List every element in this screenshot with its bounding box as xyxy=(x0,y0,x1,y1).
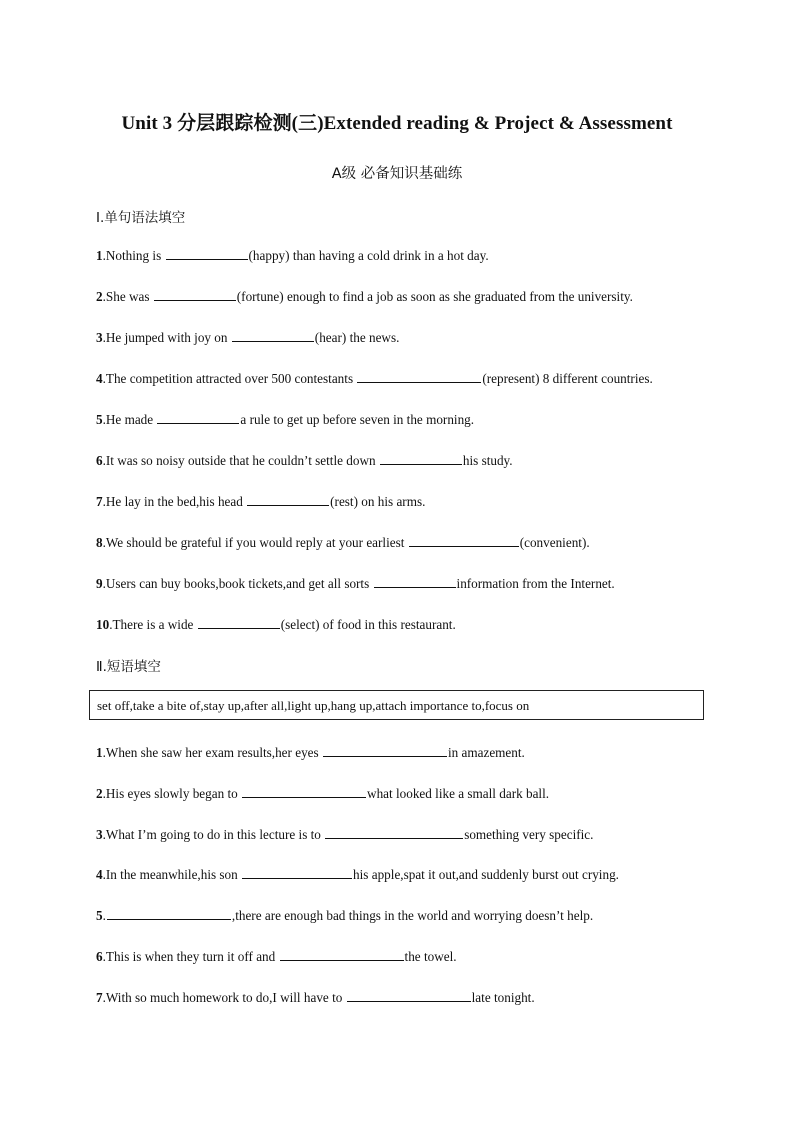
answer-blank[interactable] xyxy=(157,409,239,424)
question-number: 2 xyxy=(96,786,103,801)
question-10 xyxy=(96,614,456,633)
phrase-question-5 xyxy=(96,905,593,924)
page-title: Unit 3 分层跟踪检测(三)Extended reading & Project & Assessment xyxy=(121,113,673,134)
answer-blank[interactable] xyxy=(242,783,366,798)
question-text-before: .He lay in the bed,his head xyxy=(102,494,247,509)
answer-blank[interactable] xyxy=(380,450,462,465)
question-number: 2 xyxy=(96,289,103,304)
answer-blank[interactable] xyxy=(280,946,404,961)
question-text-after: his apple,spat it out,and suddenly burst out crying. xyxy=(353,867,619,882)
question-8 xyxy=(96,532,590,551)
answer-blank[interactable] xyxy=(323,742,447,757)
question-number: 5 xyxy=(96,412,103,427)
question-number: 9 xyxy=(96,576,103,591)
question-text-after: (represent) 8 different countries. xyxy=(482,371,653,386)
section-heading-grammar: Ⅰ.单句语法填空 xyxy=(96,210,186,226)
question-3 xyxy=(96,327,399,346)
answer-blank[interactable] xyxy=(357,368,481,383)
question-text-before: .His eyes slowly began to xyxy=(102,786,242,801)
question-text-before: .When she saw her exam results,her eyes xyxy=(102,745,322,760)
question-text-after: the towel. xyxy=(404,949,457,964)
answer-blank[interactable] xyxy=(325,824,463,839)
question-number: 8 xyxy=(96,535,103,550)
question-4 xyxy=(96,368,653,387)
question-6 xyxy=(96,450,513,469)
question-number: 1 xyxy=(96,248,103,263)
question-text-before: .She was xyxy=(102,289,153,304)
question-text-after: (convenient). xyxy=(519,535,590,550)
question-text-after: (hear) the news. xyxy=(314,330,400,345)
phrase-question-6 xyxy=(96,946,457,965)
question-text-after: (happy) than having a cold drink in a hot day. xyxy=(248,248,489,263)
question-text-before: .The competition attracted over 500 contestants xyxy=(102,371,357,386)
question-number: 7 xyxy=(96,990,103,1005)
question-text-before: .We should be grateful if you would reply at your earliest xyxy=(102,535,408,550)
question-text-before: .It was so noisy outside that he couldn’t settle down xyxy=(102,453,379,468)
question-text-after: ,there are enough bad things in the world and worrying doesn’t help. xyxy=(231,908,594,923)
level-subtitle: A级 必备知识基础练 xyxy=(331,166,463,182)
question-text-after: something very specific. xyxy=(464,827,594,842)
question-9 xyxy=(96,573,615,592)
question-number: 4 xyxy=(96,867,103,882)
question-1 xyxy=(96,245,489,264)
question-7 xyxy=(96,491,425,510)
question-text-after: (select) of food in this restaurant. xyxy=(280,617,456,632)
answer-blank[interactable] xyxy=(247,491,329,506)
phrase-question-3 xyxy=(96,824,593,843)
answer-blank[interactable] xyxy=(409,532,519,547)
question-number: 5 xyxy=(96,908,103,923)
question-text-after: a rule to get up before seven in the morning. xyxy=(240,412,475,427)
section-heading-phrases: Ⅱ.短语填空 xyxy=(96,659,161,675)
answer-blank[interactable] xyxy=(198,614,280,629)
question-number: 7 xyxy=(96,494,103,509)
question-number: 1 xyxy=(96,745,103,760)
answer-blank[interactable] xyxy=(374,573,456,588)
question-number: 3 xyxy=(96,827,103,842)
question-text-after: information from the Internet. xyxy=(456,576,615,591)
question-number: 10 xyxy=(96,617,110,632)
question-number: 6 xyxy=(96,453,103,468)
question-text-before: .What I’m going to do in this lecture is to xyxy=(102,827,325,842)
answer-blank[interactable] xyxy=(107,905,231,920)
question-text-before: . xyxy=(102,908,106,923)
question-number: 6 xyxy=(96,949,103,964)
answer-blank[interactable] xyxy=(232,327,314,342)
answer-blank[interactable] xyxy=(347,987,471,1002)
question-text-after: in amazement. xyxy=(447,745,525,760)
question-text-before: .Nothing is xyxy=(102,248,165,263)
question-text-after: his study. xyxy=(462,453,513,468)
question-text-before: .In the meanwhile,his son xyxy=(102,867,242,882)
question-text-after: late tonight. xyxy=(471,990,535,1005)
question-text-after: (rest) on his arms. xyxy=(330,494,426,509)
question-text-before: .This is when they turn it off and xyxy=(102,949,279,964)
phrase-word-box: set off,take a bite of,stay up,after all,light up,hang up,attach importance to,focus on xyxy=(89,690,704,720)
question-text-before: .With so much homework to do,I will have to xyxy=(102,990,346,1005)
answer-blank[interactable] xyxy=(242,864,352,879)
answer-blank[interactable] xyxy=(166,245,248,260)
question-number: 4 xyxy=(96,371,103,386)
phrase-question-2 xyxy=(96,783,549,802)
question-text-before: .Users can buy books,book tickets,and get all sorts xyxy=(102,576,373,591)
phrase-question-7 xyxy=(96,987,535,1006)
answer-blank[interactable] xyxy=(154,286,236,301)
phrase-question-1 xyxy=(96,742,525,761)
question-text-after: what looked like a small dark ball. xyxy=(367,786,550,801)
question-text-before: .He jumped with joy on xyxy=(102,330,231,345)
question-text-before: .He made xyxy=(102,412,157,427)
phrase-question-4 xyxy=(96,864,619,883)
question-5 xyxy=(96,409,474,428)
question-number: 3 xyxy=(96,330,103,345)
question-text-after: (fortune) enough to find a job as soon as she graduated from the university. xyxy=(236,289,633,304)
question-text-before: .There is a wide xyxy=(109,617,197,632)
question-2 xyxy=(96,286,633,305)
